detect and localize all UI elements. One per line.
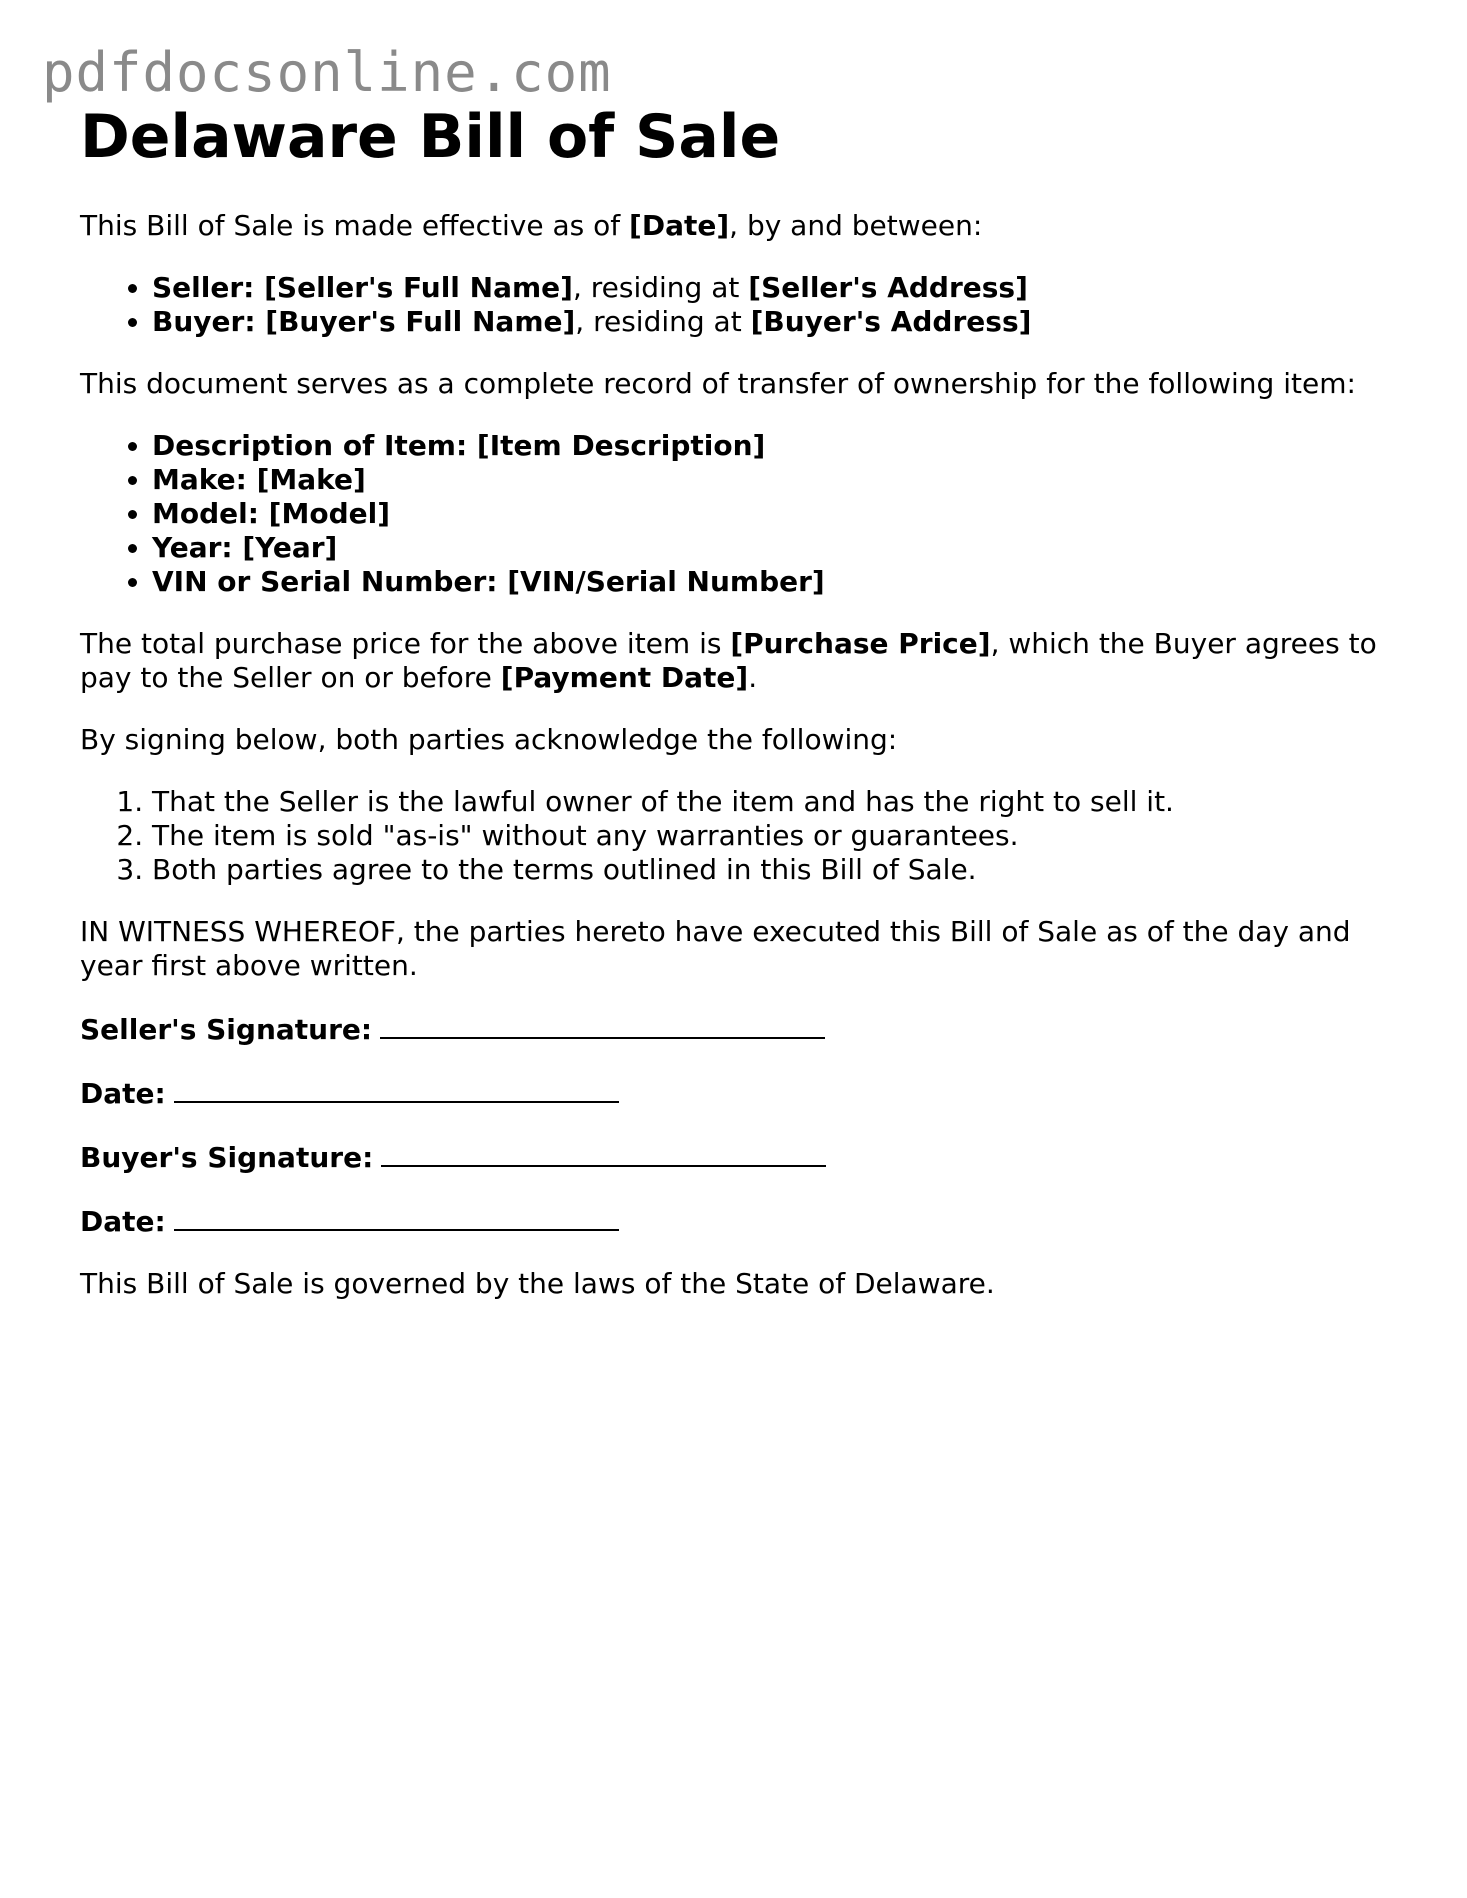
witness-paragraph: IN WITNESS WHEREOF, the parties hereto have executed this Bill of Sale as of the day and year first above written.: [80, 915, 1351, 982]
intro-text: This Bill of Sale is made effective as of: [80, 209, 630, 242]
seller-date-line[interactable]: [174, 1075, 619, 1103]
payment-date-placeholder: [Payment Date]: [500, 661, 749, 694]
seller-name-placeholder: [Seller's Full Name]: [264, 271, 573, 304]
item-details-list: [80, 429, 1390, 599]
acknowledgement-paragraph: By signing below, both parties acknowledge the following:: [80, 723, 898, 756]
governing-law-paragraph: This Bill of Sale is governed by the laws of the State of Delaware.: [80, 1267, 995, 1300]
item-year: [152, 531, 1390, 565]
seller-address-placeholder: [Seller's Address]: [748, 271, 1028, 304]
seller-label: Seller:: [152, 271, 255, 304]
record-paragraph: This document serves as a complete record of transfer of ownership for the following item:: [80, 367, 1356, 400]
price-text: The total purchase price for the above item is: [80, 627, 731, 660]
term-item: 2. The item is sold "as-is" without any warranties or guarantees.: [152, 819, 1390, 853]
term-item: 3. Both parties agree to the terms outlined in this Bill of Sale.: [152, 853, 1390, 887]
item-year-text: Year: [Year]: [152, 531, 338, 564]
document-title: Delaware Bill of Sale: [80, 102, 781, 172]
effective-date-placeholder: [Date]: [629, 209, 730, 242]
item-vin: [152, 565, 1390, 599]
item-make-text: Make: [Make]: [152, 463, 366, 496]
seller-signature-line[interactable]: [380, 1011, 825, 1039]
buyer-date-row: [80, 1203, 1390, 1239]
buyer-date-line[interactable]: [174, 1203, 619, 1231]
item-model-text: Model: [Model]: [152, 497, 390, 530]
intro-text-end: , by and between:: [729, 209, 983, 242]
buyer-address-placeholder: [Buyer's Address]: [750, 305, 1032, 338]
buyer-name-placeholder: [Buyer's Full Name]: [265, 305, 576, 338]
seller-residing-text: , residing at: [572, 271, 749, 304]
item-model: [152, 497, 1390, 531]
parties-list: [80, 271, 1390, 339]
item-make: [152, 463, 1390, 497]
site-watermark: pdfdocsonline.com: [42, 41, 612, 104]
item-description: [152, 429, 1390, 463]
buyer-date-label: Date:: [80, 1205, 166, 1238]
seller-date-row: [80, 1075, 1390, 1111]
party-item-seller: [152, 271, 1390, 305]
terms-list: [80, 785, 1390, 887]
price-text-middle: , which the Buyer agrees to pay to the Seller on or before: [80, 627, 1377, 694]
buyer-signature-row: [80, 1139, 1390, 1175]
price-text-end: .: [748, 661, 758, 694]
seller-date-label: Date:: [80, 1077, 166, 1110]
buyer-signature-label: Buyer's Signature:: [80, 1141, 374, 1174]
buyer-signature-line[interactable]: [381, 1139, 826, 1167]
buyer-label: Buyer:: [152, 305, 256, 338]
item-description-text: Description of Item: [Item Description]: [152, 429, 766, 462]
party-item-buyer: [152, 305, 1390, 339]
purchase-price-placeholder: [Purchase Price]: [730, 627, 991, 660]
term-item: 1. That the Seller is the lawful owner of the item and has the right to sell it.: [152, 785, 1390, 819]
seller-signature-label: Seller's Signature:: [80, 1013, 373, 1046]
buyer-residing-text: , residing at: [575, 305, 751, 338]
price-paragraph: [80, 627, 1390, 695]
intro-paragraph: [80, 209, 1390, 243]
item-vin-text: VIN or Serial Number: [VIN/Serial Number]: [152, 565, 825, 598]
document-body: [80, 100, 1390, 1301]
seller-signature-row: [80, 1011, 1390, 1047]
